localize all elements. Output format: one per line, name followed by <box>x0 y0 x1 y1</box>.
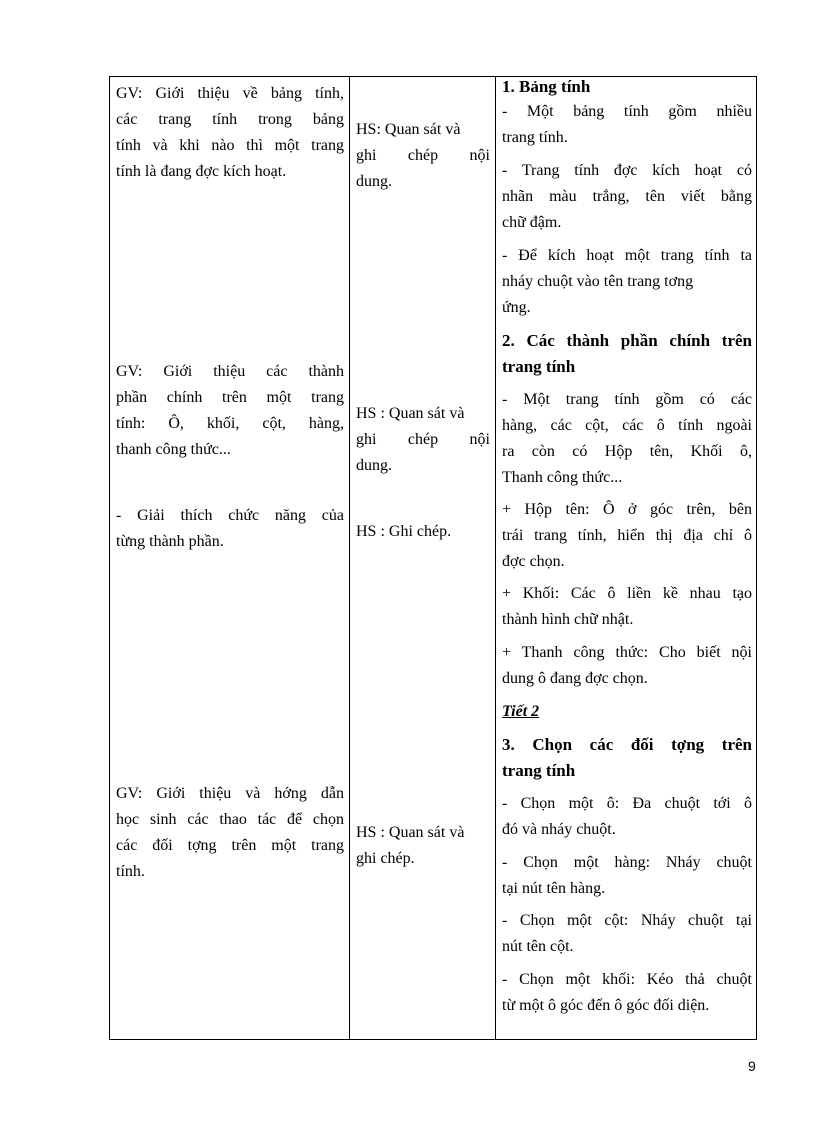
section-2-para-4: + Thanh công thức: Cho biết nội dung ô đang đợc chọn. <box>502 644 752 687</box>
student-column <box>350 77 496 1039</box>
teacher-activity-2: GV: Giới thiệu các thành phần chính trên một trang tính: Ô, khối, cột, hàng, thanh công thức... <box>116 363 344 458</box>
teacher-activity-3: - Giải thích chức năng của từng thành phần. <box>116 507 344 550</box>
section-1-para-2: - Trang tính đợc kích hoạt có nhãn màu trắng, tên viết bằng chữ đậm. <box>502 162 752 231</box>
section-3-para-2: - Chọn một hàng: Nháy chuột tại nút tên hàng. <box>502 854 752 897</box>
section-1-title: 1. Bảng tính <box>502 77 591 96</box>
section-3-para-3: - Chọn một cột: Nháy chuột tại nút tên cột. <box>502 912 752 955</box>
student-activity-1: HS: Quan sát và ghi chép nội dung. <box>356 121 490 190</box>
section-3-para-1: - Chọn một ô: Đa chuột tới ô đó và nháy chuột. <box>502 795 752 838</box>
teacher-column <box>110 77 350 1039</box>
teacher-activity-1: GV: Giới thiệu về bảng tính, các trang tính trong bảng tính và khi nào thì một trang tính là đang đợc kích hoạt. <box>116 85 344 180</box>
section-2-title: 2. Các thành phần chính trên trang tính <box>502 331 752 376</box>
section-1-para-3: - Để kích hoạt một trang tính ta nháy chuột vào tên trang tơng ứng. <box>502 247 752 316</box>
section-2-para-2: + Hộp tên: Ô ở góc trên, bên trái trang tính, hiển thị địa chỉ ô đợc chọn. <box>502 501 752 570</box>
lesson-table <box>109 76 757 1040</box>
section-2-para-1: - Một trang tính gồm có các hàng, các cột, các ô tính ngoài ra còn có Hộp tên, Khối ô, Thanh công thức... <box>502 391 752 486</box>
lesson-period-label: Tiết 2 <box>502 703 540 720</box>
section-3-para-4: - Chọn một khối: Kéo thả chuột từ một ô góc đến ô góc đối diện. <box>502 971 752 1014</box>
section-3-title: 3. Chọn các đối tợng trên trang tính <box>502 735 752 780</box>
section-2-para-3: + Khối: Các ô liền kề nhau tạo thành hình chữ nhật. <box>502 585 752 628</box>
student-activity-2: HS : Quan sát và ghi chép nội dung. <box>356 405 490 474</box>
content-column <box>496 77 758 1039</box>
teacher-activity-4: GV: Giới thiệu và hớng dẫn học sinh các thao tác để chọn các đối tợng trên một trang tính. <box>116 785 344 880</box>
page-number: 9 <box>748 1058 756 1074</box>
student-activity-3: HS : Ghi chép. <box>356 523 452 540</box>
student-activity-4: HS : Quan sát và ghi chép. <box>356 824 465 867</box>
section-1-para-1: - Một bảng tính gồm nhiều trang tính. <box>502 103 752 146</box>
